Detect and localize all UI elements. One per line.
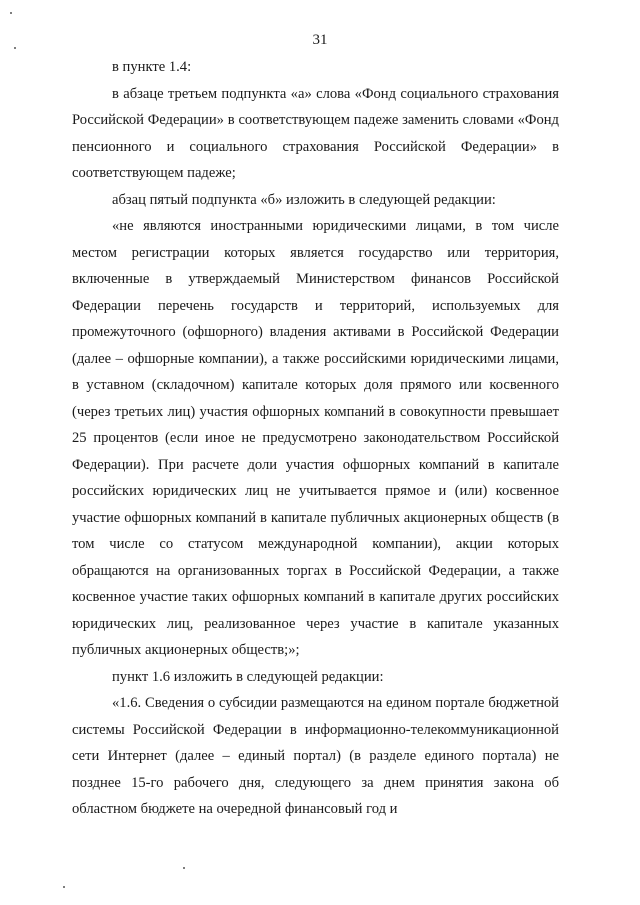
page-number: 31 [312,32,328,48]
paragraph: «1.6. Сведения о субсидии размещаются на едином портале бюджетной системы Российской Федерации в информационно-телекоммуникационной сети Интернет (далее – единый портал) (в разделе единого портала) не позднее 15-го рабочего дня, следующего за днем принятия закона об областном бюджете на очередной финансовый год и [72,695,559,817]
paragraph: «не являются иностранными юридическими лицами, в том числе местом регистрации которых является государство или территория, включенные в утверждаемый Министерством финансов Российской Федерации перечень государств и территорий, используемых для промежуточного (офшорного) владения активами в Российской Федерации (далее – офшорные компании), а также российскими юридическими лицами, в уставном (складочном) капитале которых доля прямого или косвенного (через третьих лиц) участия офшорных компаний в совокупности превышает 25 процентов (если иное не предусмотрено законодательством Российской Федерации). При расчете доли участия офшорных компаний в капитале российских юридических лиц не учитывается прямое и (или) косвенное участие офшорных компаний в капитале публичных акционерных обществ (в том числе со статусом международной компании), акции которых обращаются на организованных торгах в Российской Федерации, а также косвенное участие таких офшорных компаний в капитале других российских юридических лиц, реализованное через участие в капитале указанных публичных акционерных обществ;»; [72,218,559,658]
document-body [72,54,559,823]
scan-speck [63,886,65,888]
scan-speck [183,867,185,869]
paragraph: абзац пятый подпункта «б» изложить в следующей редакции: [112,191,496,208]
paragraph: в пункте 1.4: [112,59,192,75]
scan-speck [10,12,12,14]
paragraph: пункт 1.6 изложить в следующей редакции: [112,668,384,685]
scan-speck [14,47,16,49]
paragraph: в абзаце третьем подпункта «а» слова «Фонд социального страхования Российской Федерации» в соответствующем падеже заменить словами «Фонд пенсионного и социального страхования Российской Федерации» в соответствующем падеже; [72,85,559,181]
